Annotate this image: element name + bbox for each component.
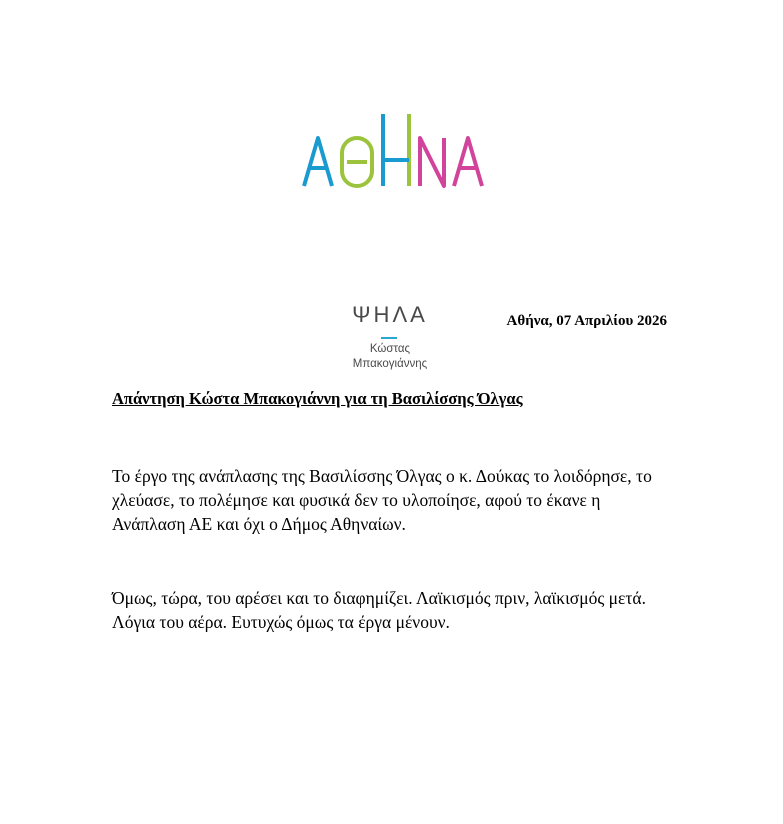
person-first-name: Κώστας (369, 343, 411, 355)
logo-person-name (270, 342, 510, 372)
logo-subtitle: ΨΗΛΑ (352, 302, 428, 327)
document-heading: Απάντηση Κώστα Μπακογιάννη για τη Βασιλίσσης Όλγας (112, 389, 523, 408)
paragraph-2: Όμως, τώρα, του αρέσει και το διαφημίζει. Λαϊκισμός πριν, λαϊκισμός μετά. Λόγια του αέρα. Ευτυχώς όμως τα έργα μένουν. (112, 588, 646, 632)
logo-divider (381, 337, 397, 339)
athina-wordmark-logo (270, 110, 510, 190)
dateline: Αθήνα, 07 Απριλίου 2026 (506, 313, 667, 329)
paragraph-1: Το έργο της ανάπλασης της Βασιλίσσης Όλγας ο κ. Δούκας το λοιδόρησε, το χλεύασε, το πολέμησε και φυσικά δεν το υλοποίησε, αφού το έκανε η Ανάπλαση ΑΕ και όχι ο Δήμος Αθηναίων. (112, 466, 652, 534)
person-last-name: Μπακογιάννης (352, 358, 428, 370)
campaign-logo (270, 110, 510, 370)
